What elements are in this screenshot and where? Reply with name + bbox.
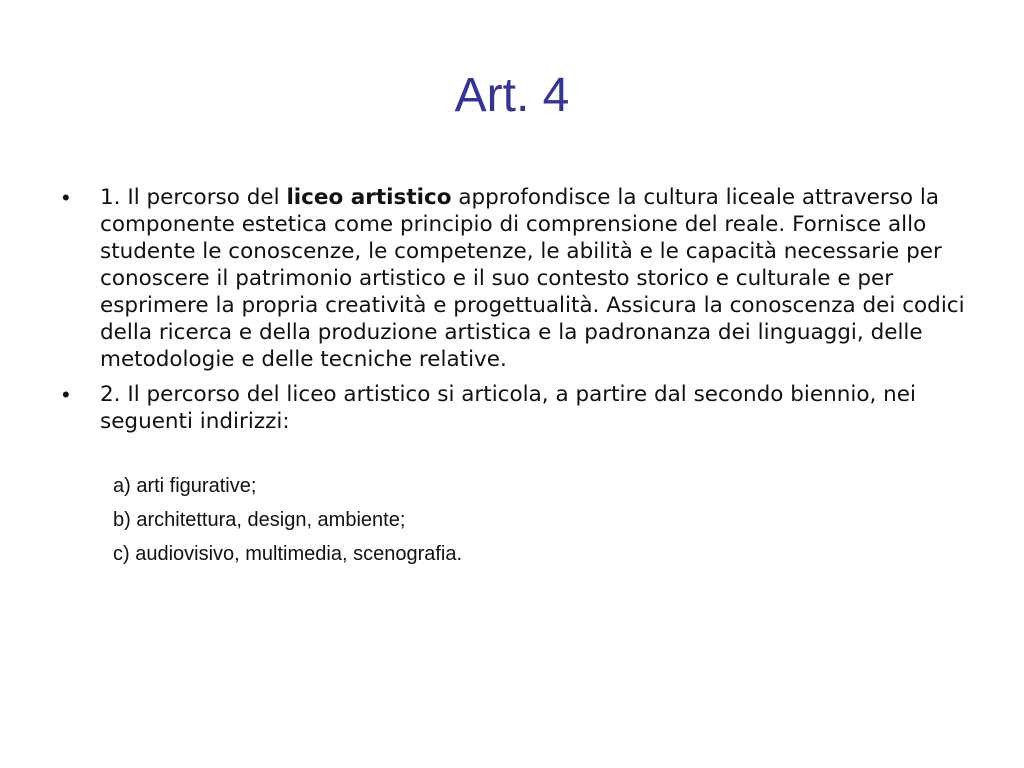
sub-item-c: c) audiovisivo, multimedia, scenografia.	[113, 543, 463, 565]
bullet-text: 2. Il percorso del liceo artistico si articola, a partire dal secondo biennio, nei seguenti indirizzi:	[100, 382, 916, 434]
sub-item-b: b) architettura, design, ambiente;	[113, 509, 406, 531]
bullet-text-suffix: approfondisce la cultura liceale attraverso la componente estetica come principio di comprensione del reale. Fornisce allo studente le conoscenze, le competenze, le abilità e le capacità necessarie per conoscere il patrimonio artistico e il suo contesto storico e culturale e per esprimere la propria creatività e progettualità. Assicura la conoscenza dei codici della ricerca e della produzione artistica e la padronanza dei linguaggi, delle metodologie e delle tecniche relative.	[100, 185, 965, 372]
bullet-marker: •	[62, 185, 70, 210]
bullet-item-2	[62, 381, 972, 435]
sub-list	[113, 474, 462, 576]
sub-item-a: a) arti figurative;	[113, 475, 257, 497]
bullet-text-bold: liceo artistico	[286, 185, 452, 210]
slide-title: Art. 4	[454, 69, 570, 122]
bullet-item-1	[62, 184, 972, 373]
bullet-list	[62, 184, 972, 443]
bullet-text-prefix: 1. Il percorso del	[100, 185, 287, 210]
bullet-marker: •	[62, 382, 70, 407]
